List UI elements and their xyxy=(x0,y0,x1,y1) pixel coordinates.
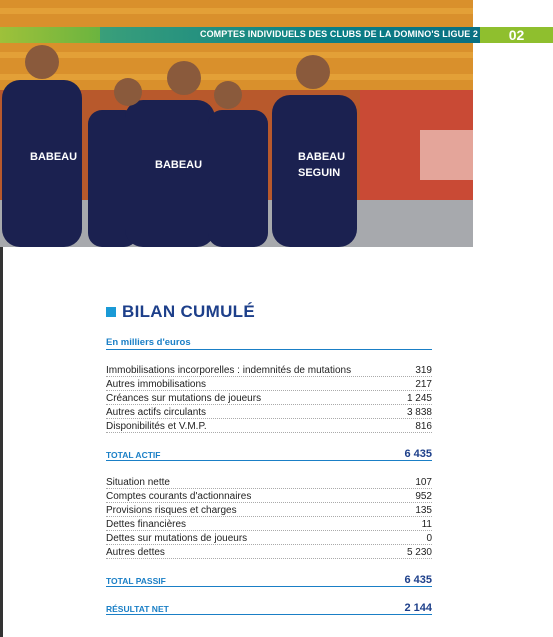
table-row xyxy=(106,502,432,517)
row-label: Autres actifs circulants xyxy=(106,407,207,418)
header-title: COMPTES INDIVIDUELS DES CLUBS DE LA DOMINO'S LIGUE 2 xyxy=(199,29,478,39)
row-value: 0 xyxy=(426,533,432,544)
row-label: Provisions risques et charges xyxy=(106,505,237,516)
header-band-left xyxy=(0,27,100,43)
page-edge-rule xyxy=(0,247,3,637)
row-label: Dettes financières xyxy=(106,519,187,530)
row-label: Créances sur mutations de joueurs xyxy=(106,393,262,404)
table-row xyxy=(106,530,432,545)
table-row xyxy=(106,418,432,433)
page-number: 02 xyxy=(480,27,553,43)
table-row xyxy=(106,544,432,559)
total-passif-label: TOTAL PASSIF xyxy=(106,576,166,586)
svg-text:BABEAU: BABEAU xyxy=(155,159,203,171)
resultat-net-label: RÉSULTAT NET xyxy=(106,604,169,614)
row-label: Comptes courants d'actionnaires xyxy=(106,491,252,502)
row-value: 816 xyxy=(415,421,432,432)
svg-text:BABEAU: BABEAU xyxy=(298,151,346,163)
total-actif-row xyxy=(106,446,432,461)
total-actif-value: 6 435 xyxy=(404,448,432,460)
total-passif-row xyxy=(106,572,432,587)
row-value: 319 xyxy=(415,365,432,376)
row-label: Dettes sur mutations de joueurs xyxy=(106,533,248,544)
table-row xyxy=(106,488,432,503)
row-value: 1 245 xyxy=(406,393,432,404)
header-band xyxy=(0,27,553,43)
row-label: Autres dettes xyxy=(106,547,165,558)
row-label: Immobilisations incorporelles : indemnités de mutations xyxy=(106,365,352,376)
resultat-net-row xyxy=(106,600,432,615)
row-value: 952 xyxy=(415,491,432,502)
table-row xyxy=(106,376,432,391)
row-value: 3 838 xyxy=(406,407,432,418)
sponsor-text: BABEAU xyxy=(30,151,78,163)
total-passif-value: 6 435 xyxy=(404,574,432,586)
svg-text:SEGUIN: SEGUIN xyxy=(298,167,341,179)
table-row xyxy=(106,362,432,377)
table-row xyxy=(106,474,432,489)
row-label: Autres immobilisations xyxy=(106,379,207,390)
table-row xyxy=(106,404,432,419)
table-row xyxy=(106,516,432,531)
units-label: En milliers d'euros xyxy=(106,337,432,350)
row-value: 217 xyxy=(415,379,432,390)
table-row xyxy=(106,390,432,405)
row-value: 5 230 xyxy=(406,547,432,558)
resultat-net-value: 2 144 xyxy=(404,602,432,614)
row-label: Situation nette xyxy=(106,477,170,488)
square-bullet-icon xyxy=(106,307,116,317)
row-value: 11 xyxy=(421,519,432,530)
row-label: Disponibilités et V.M.P. xyxy=(106,421,207,432)
section-title-text: BILAN CUMULÉ xyxy=(122,302,255,321)
row-value: 107 xyxy=(415,477,432,488)
section-title xyxy=(106,302,255,322)
row-value: 135 xyxy=(415,505,432,516)
total-actif-label: TOTAL ACTIF xyxy=(106,450,161,460)
